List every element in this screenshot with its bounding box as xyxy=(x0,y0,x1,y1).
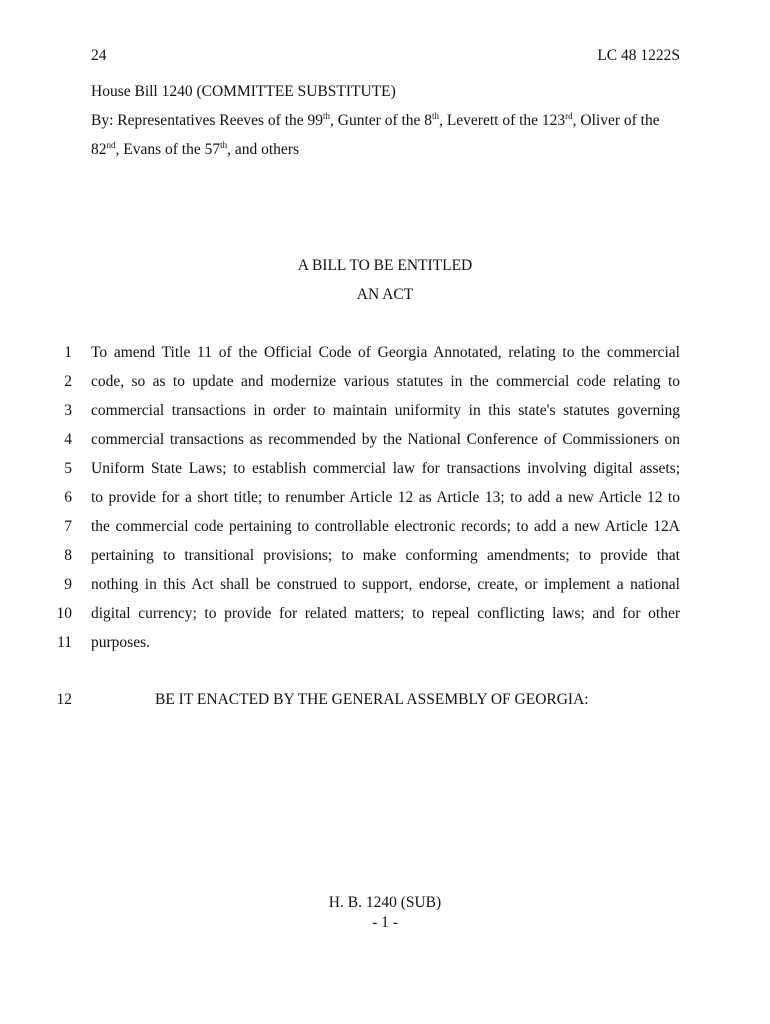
bill-text-line: commercial transactions in order to maintain uniformity in this state's statutes governing xyxy=(91,402,680,419)
sponsors-line-2 xyxy=(91,140,299,160)
session-number: 24 xyxy=(91,47,107,64)
ordinal-suffix: th xyxy=(220,139,228,150)
ordinal-suffix: th xyxy=(432,110,440,121)
bill-text-line: To amend Title 11 of the Official Code of Georgia Annotated, relating to the commercial xyxy=(91,344,680,361)
line-number: 12 xyxy=(56,691,72,708)
bill-text-line: code, so as to update and modernize various statutes in the commercial code relating to xyxy=(91,373,680,390)
bill-text-line: commercial transactions as recommended by the National Conference of Commissioners on xyxy=(91,431,680,448)
heading-bill-entitled: A BILL TO BE ENTITLED xyxy=(297,257,473,274)
line-number: 2 xyxy=(64,373,72,390)
heading-an-act: AN ACT xyxy=(356,286,414,303)
sponsor-text: , and others xyxy=(227,141,300,158)
line-number: 9 xyxy=(64,576,72,593)
line-number: 10 xyxy=(56,605,72,622)
ordinal-suffix: nd xyxy=(106,139,116,150)
bill-text-line: purposes. xyxy=(91,634,150,651)
enacting-clause: BE IT ENACTED BY THE GENERAL ASSEMBLY OF GEORGIA: xyxy=(155,691,589,708)
bill-text-line: pertaining to transitional provisions; to make conforming amendments; to provide that xyxy=(91,547,680,564)
line-number: 7 xyxy=(64,518,72,535)
bill-text-line: nothing in this Act shall be construed to support, endorse, create, or implement a national xyxy=(91,576,680,593)
sponsor-text: , Oliver of the xyxy=(572,112,660,129)
line-number: 4 xyxy=(64,431,72,448)
line-number: 6 xyxy=(64,489,72,506)
footer-page-number: - 1 - xyxy=(372,914,398,931)
sponsor-text: , Evans of the 57 xyxy=(115,141,221,158)
ordinal-suffix: th xyxy=(323,110,331,121)
footer-bill-ref: H. B. 1240 (SUB) xyxy=(328,894,442,911)
bill-title: House Bill 1240 (COMMITTEE SUBSTITUTE) xyxy=(91,83,396,100)
line-number: 5 xyxy=(64,460,72,477)
lc-number: LC 48 1222S xyxy=(597,47,680,64)
line-number: 11 xyxy=(57,634,72,651)
bill-text-line: digital currency; to provide for related matters; to repeal conflicting laws; and for other xyxy=(91,605,680,622)
sponsor-text: , Gunter of the 8 xyxy=(330,112,433,129)
bill-text-line: the commercial code pertaining to controllable electronic records; to add a new Article 12A xyxy=(91,518,680,535)
bill-text-line: to provide for a short title; to renumber Article 12 as Article 13; to add a new Article 12 to xyxy=(91,489,680,506)
sponsor-text: , Leverett of the 123 xyxy=(439,112,566,129)
sponsor-text: By: Representatives Reeves of the 99 xyxy=(91,112,324,129)
ordinal-suffix: rd xyxy=(565,110,573,121)
line-number: 1 xyxy=(64,344,72,361)
sponsor-text: 82 xyxy=(91,141,107,158)
sponsors-line-1 xyxy=(91,111,660,131)
line-number: 8 xyxy=(64,547,72,564)
line-number: 3 xyxy=(64,402,72,419)
bill-text-line: Uniform State Laws; to establish commercial law for transactions involving digital assets; xyxy=(91,460,680,477)
